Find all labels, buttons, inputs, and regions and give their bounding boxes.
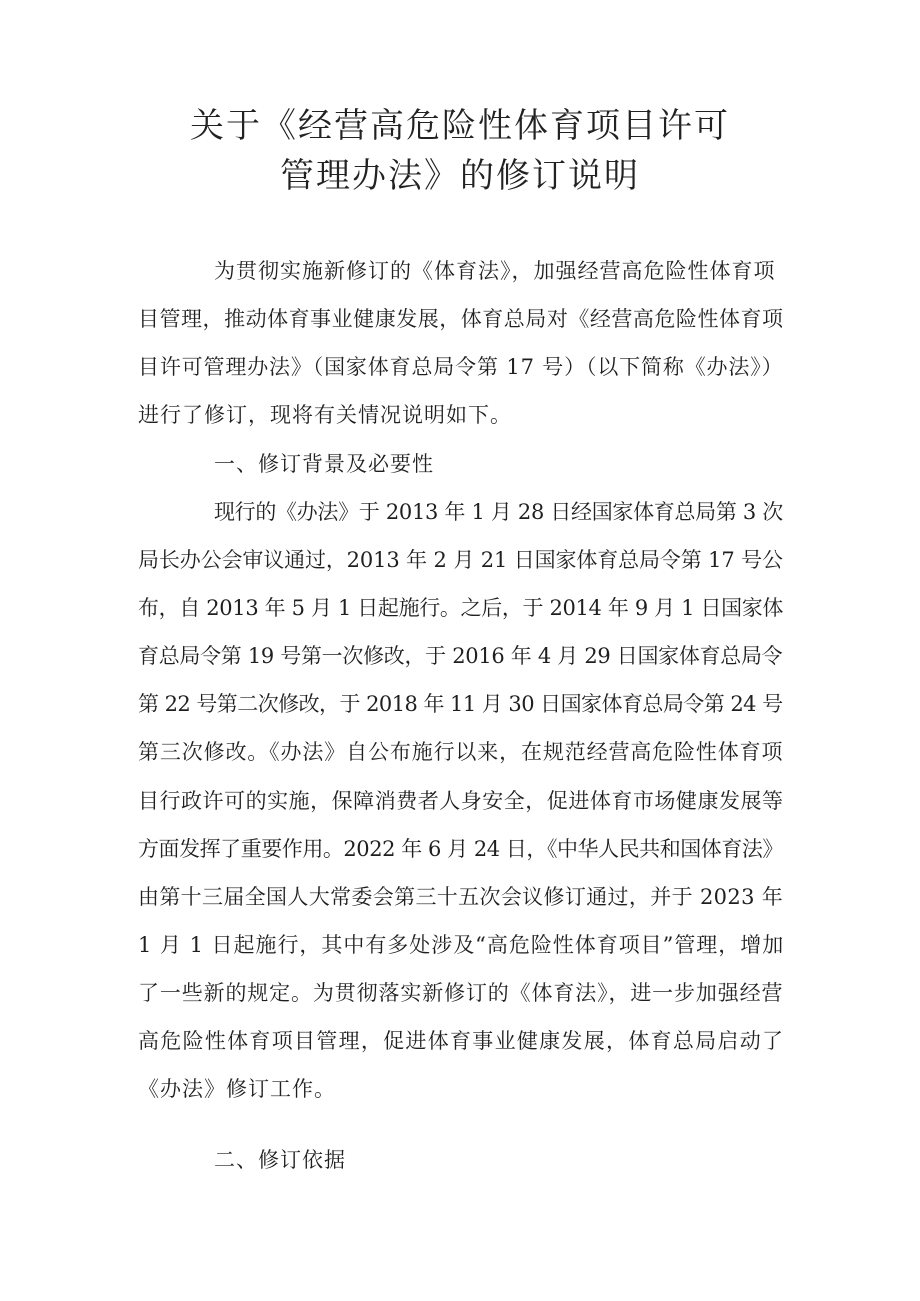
intro-line: 进行了修订，现将有关情况说明如下。 xyxy=(138,403,512,427)
section-1-heading: 一、修订背景及必要性 xyxy=(214,452,434,476)
intro-line: 目管理，推动体育事业健康发展，体育总局对《经营高危险性体育项 xyxy=(138,307,784,331)
section-1-line: 由第十三届全国人大常委会第三十五次会议修订通过，并于 2023 年 xyxy=(138,885,784,909)
section-1-line: 目行政许可的实施，保障消费者人身安全，促进体育市场健康发展等 xyxy=(138,789,784,813)
section-1-line: 局长办公会审议通过，2013 年 2 月 21 日国家体育总局令第 17 号公 xyxy=(138,548,783,572)
section-1-line: 《办法》修订工作。 xyxy=(138,1077,336,1101)
intro-line: 目许可管理办法》（国家体育总局令第 17 号）（以下简称《办法》） xyxy=(138,355,784,379)
section-1-line: 方面发挥了重要作用。2022 年 6 月 24 日，《中华人民共和国体育法》 xyxy=(138,837,783,861)
section-1-line: 了一些新的规定。为贯彻落实新修订的《体育法》，进一步加强经营 xyxy=(138,981,784,1005)
document-title-line-1: 关于《经营高危险性体育项目许可 xyxy=(190,106,730,146)
document-title-line-2: 管理办法》的修订说明 xyxy=(280,156,640,196)
section-1-line: 高危险性体育项目管理，促进体育事业健康发展，体育总局启动了 xyxy=(138,1029,785,1053)
section-1-line: 育总局令第 19 号第一次修改，于 2016 年 4 月 29 日国家体育总局令 xyxy=(138,644,783,668)
section-1-line: 1 月 1 日起施行，其中有多处涉及“高危险性体育项目”管理，增加 xyxy=(138,933,785,957)
section-1-line: 第三次修改。《办法》自公布施行以来，在规范经营高危险性体育项 xyxy=(138,740,784,764)
section-2-heading: 二、修订依据 xyxy=(214,1148,346,1172)
section-1-line: 布，自 2013 年 5 月 1 日起施行。之后，于 2014 年 9 月 1 日国家体 xyxy=(138,596,784,620)
section-1-line: 第 22 号第二次修改，于 2018 年 11 月 30 日国家体育总局令第 24 号 xyxy=(138,692,783,716)
intro-line: 为贯彻实施新修订的《体育法》，加强经营高危险性体育项 xyxy=(214,259,776,283)
section-1-line: 现行的《办法》于 2013 年 1 月 28 日经国家体育总局第 3 次 xyxy=(214,500,783,524)
